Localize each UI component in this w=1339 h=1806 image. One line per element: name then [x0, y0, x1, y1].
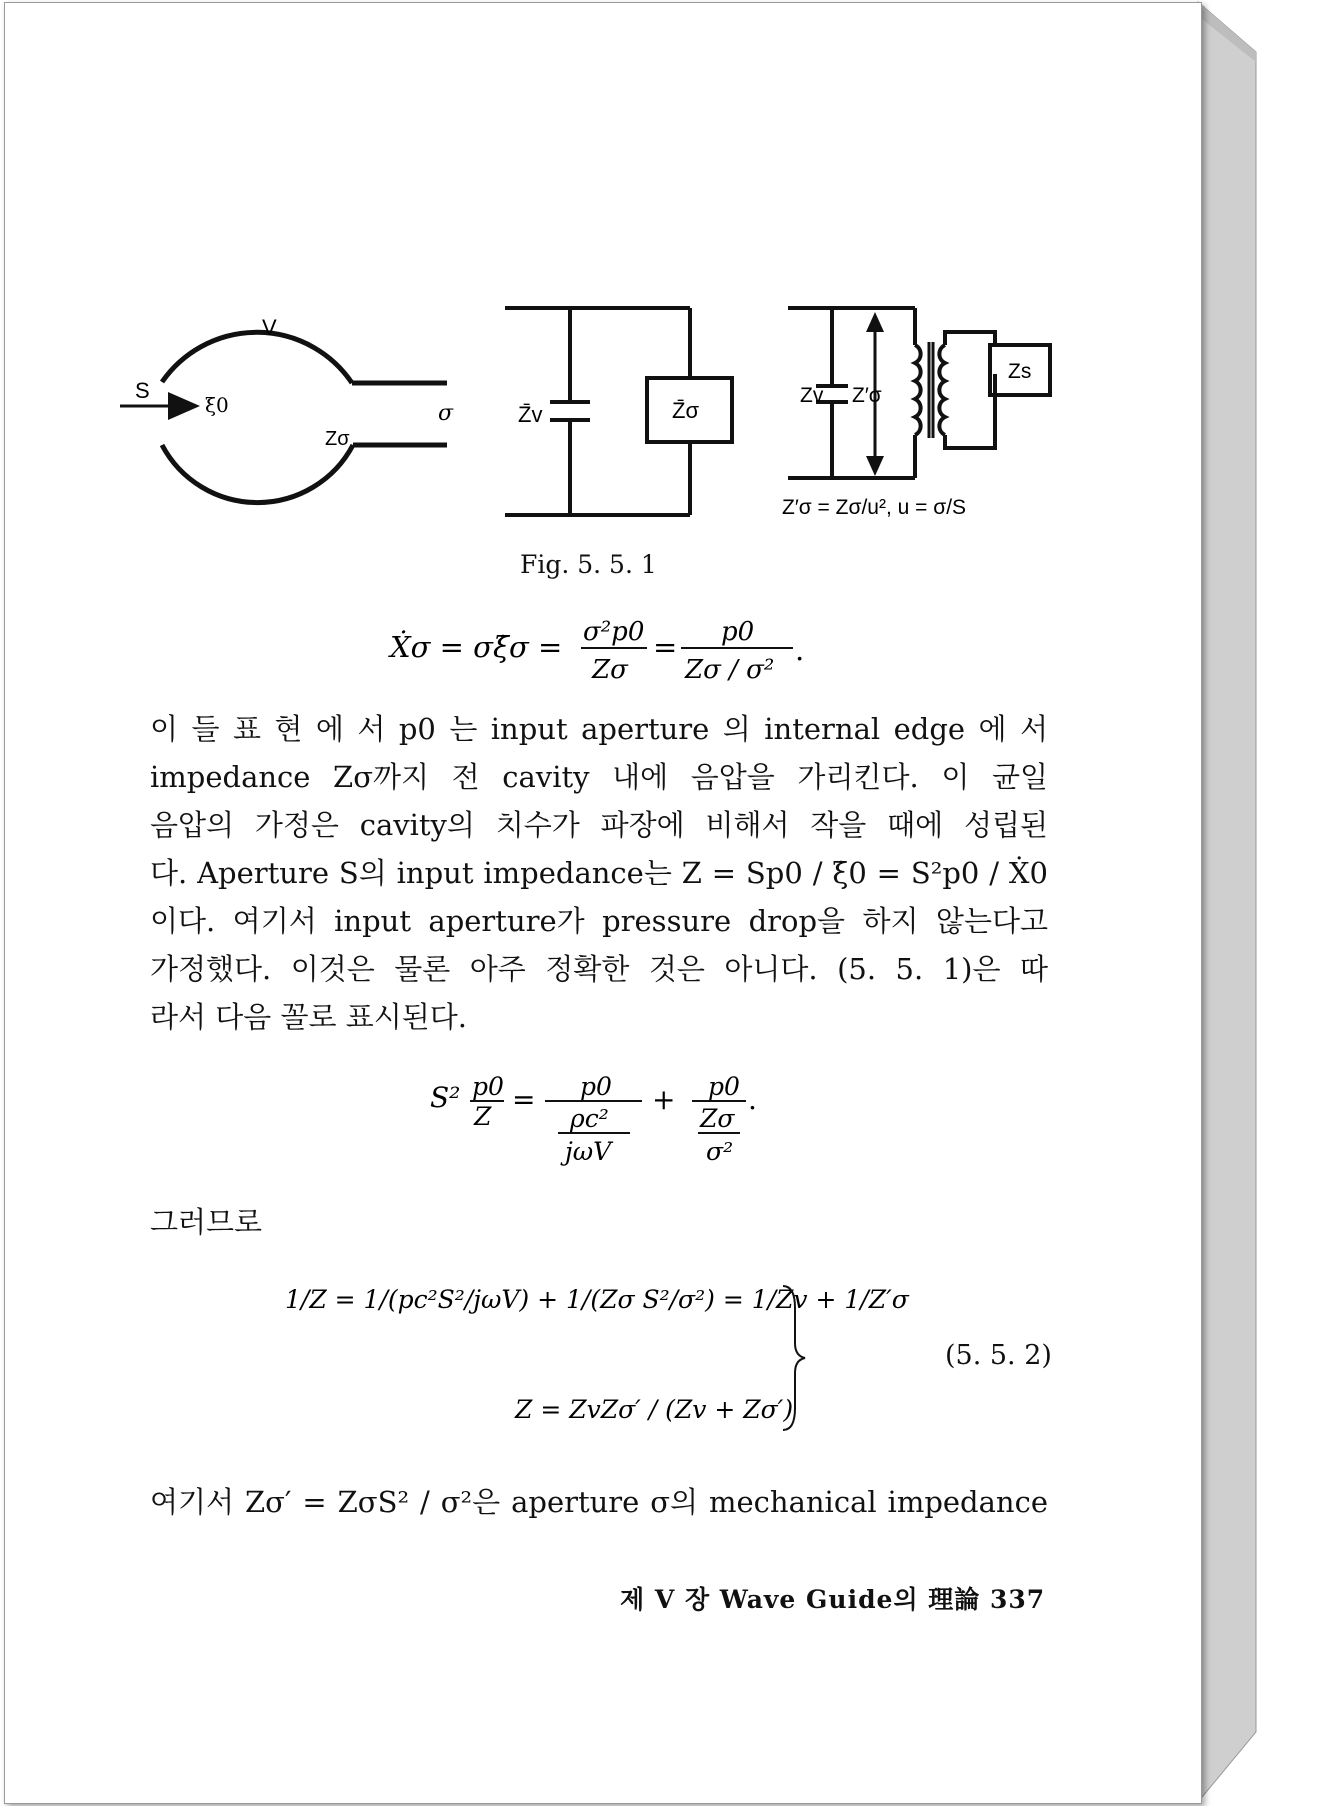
label-Zsigma-prime: Z′σ	[852, 384, 882, 407]
paragraph-2	[150, 1478, 1048, 1526]
eq1-lhs: Ẋσ = σξ̇σ =	[390, 630, 563, 664]
eq1-end: .	[795, 633, 805, 667]
eq2-equals: =	[512, 1083, 536, 1116]
paragraph-line: 가정했다. 이것은 물론 아주 정확한 것은 아니다. (5. 5. 1)은 따	[150, 952, 1048, 986]
eq3-line2: Z = ZvZσ′ / (Zv + Zσ′)	[515, 1395, 794, 1424]
paragraph-line: 음압의 가정은 cavity의 치수가 파장에 비해서 작을 때에 성립된	[150, 808, 1048, 842]
arrow-up-icon	[866, 312, 884, 332]
therefore-label: 그러므로	[150, 1205, 263, 1239]
eq1-equals: =	[653, 630, 678, 664]
label-Zsigma-bar: Z̄σ	[672, 398, 700, 423]
eq2-f1-num: p0	[580, 1072, 612, 1101]
label-Zv: Zv	[800, 384, 824, 407]
equation-number: (5. 5. 2)	[945, 1340, 1052, 1371]
arrow-down-icon	[866, 456, 884, 476]
paragraph-line: impedance Zσ까지 전 cavity 내에 음압을 가리킨다. 이 균일	[150, 760, 1048, 794]
eq1-frac2-num: p0	[721, 617, 755, 647]
eq2-f1-den-den: jωV	[565, 1137, 612, 1166]
eq2-f2-den-num: Zσ	[700, 1104, 735, 1133]
eq2-f2-den-den: σ²	[706, 1137, 734, 1166]
label-V: V	[262, 315, 277, 340]
paragraph-line: 이다. 여기서 input aperture가 pressure drop을 하지 않는다고	[150, 904, 1048, 938]
figure-5-5-1	[100, 290, 1100, 550]
label-S: S	[135, 378, 150, 403]
equation-5-5-2	[285, 1268, 909, 1438]
eq1-frac1-den: Zσ	[592, 655, 628, 685]
label-relation: Z′σ = Zσ/u², u = σ/S	[782, 496, 967, 519]
eq2-f2-num: p0	[708, 1072, 740, 1101]
equivalent-circuit-2	[788, 308, 1050, 478]
eq2-lhs-den: Z	[474, 1102, 492, 1131]
page-footer: 제 Ⅴ 장 Wave Guide의 理論 337	[620, 1585, 1046, 1614]
eq1-frac1-num: σ²p0	[583, 617, 645, 647]
paragraph-line: 이 들 표 현 에 서 p0 는 input aperture 의 internal edge 에 서	[150, 712, 1048, 746]
eq2-f1-den-num: ρc²	[570, 1104, 609, 1133]
arrow-icon	[168, 392, 200, 420]
label-sigma: σ	[438, 401, 454, 426]
paragraph-line: 다. Aperture S의 input impedance는 Z = Sp0 / ξ̇0 = S²p0 / Ẋ0	[150, 856, 1048, 890]
figure-caption: Fig. 5. 5. 1	[520, 550, 657, 579]
eq1-frac2-den: Zσ / σ²	[685, 655, 775, 685]
paragraph-line: 여기서 Zσ′ = ZσS² / σ²은 aperture σ의 mechanical impedance	[150, 1485, 1048, 1519]
eq3-line1: 1/Z = 1/(pc²S²/jωV) + 1/(Zσ S²/σ²) = 1/Zv + 1/Z′σ	[285, 1285, 909, 1314]
label-xi0: ξ0	[205, 393, 229, 417]
paragraph-line: 라서 다음 꼴로 표시된다.	[150, 1000, 468, 1034]
label-Zsigma: Zσ	[325, 428, 350, 450]
label-Zv-bar: Z̄v	[518, 402, 543, 427]
eq2-end: .	[748, 1083, 757, 1116]
book-spine	[1198, 2, 1256, 1802]
eq2-plus: +	[652, 1083, 676, 1116]
eq2-lhs-num: p0	[472, 1072, 504, 1101]
equation-velocity	[385, 610, 815, 690]
equation-impedance-sum	[430, 1065, 770, 1175]
label-Zs: Zs	[1008, 360, 1032, 383]
paragraph-1	[150, 705, 1048, 1041]
eq2-lhs: S²	[430, 1081, 461, 1114]
